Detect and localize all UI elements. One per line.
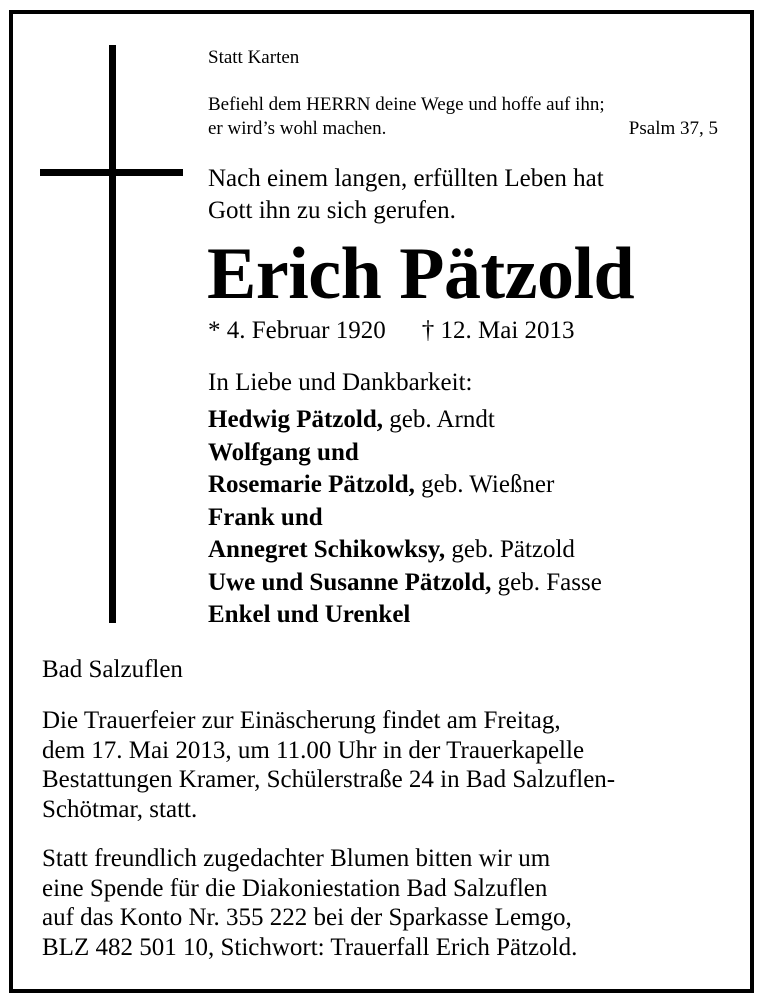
verse-reference: Psalm 37, 5 bbox=[628, 118, 718, 139]
donation-line: eine Spende für die Diakoniestation Bad Salzuflen bbox=[42, 874, 548, 902]
place: Bad Salzuflen bbox=[42, 656, 183, 683]
mourner-line: Wolfgang und bbox=[208, 438, 359, 466]
verse-line-2-text: er wird’s wohl machen. bbox=[208, 118, 387, 139]
life-dates bbox=[208, 315, 575, 347]
mourner-line: Rosemarie Pätzold, geb. Wießner bbox=[208, 471, 555, 498]
donation-line: BLZ 482 501 10, Stichwort: Trauerfall Erich Pätzold. bbox=[42, 933, 578, 961]
verse-line-2 bbox=[208, 117, 718, 141]
mourner-line: Enkel und Urenkel bbox=[208, 601, 411, 628]
intro-line-2: Gott ihn zu sich gerufen. bbox=[208, 197, 456, 224]
ceremony-line: dem 17. Mai 2013, um 11.00 Uhr in der Trauerkapelle bbox=[42, 736, 585, 764]
mourners-list bbox=[208, 404, 602, 632]
mourners-heading: In Liebe und Dankbarkeit: bbox=[208, 369, 473, 396]
mourner-line: Uwe und Susanne Pätzold, geb. Fasse bbox=[208, 568, 602, 596]
cross-icon-bar bbox=[40, 169, 183, 176]
donation-line: auf das Konto Nr. 355 222 bei der Sparkasse Lemgo, bbox=[42, 904, 572, 931]
ceremony-text bbox=[42, 706, 615, 824]
mourner-line: Annegret Schikowksy, geb. Pätzold bbox=[208, 536, 575, 563]
mourner-line: Hedwig Pätzold, geb. Arndt bbox=[208, 406, 495, 433]
ceremony-line: Schötmar, statt. bbox=[42, 795, 198, 823]
death-date: † 12. Mai 2013 bbox=[421, 317, 575, 344]
ceremony-line: Bestattungen Kramer, Schülerstraße 24 in Bad Salzuflen- bbox=[42, 766, 616, 793]
statt-karten: Statt Karten bbox=[208, 47, 300, 68]
donation-line: Statt freundlich zugedachter Blumen bitten wir um bbox=[42, 845, 551, 872]
mourner-line: Frank und bbox=[208, 503, 323, 531]
donation-text bbox=[42, 844, 577, 962]
cross-icon bbox=[109, 45, 116, 623]
ceremony-line: Die Trauerfeier zur Einäscherung findet am Freitag, bbox=[42, 707, 561, 734]
deceased-name: Erich Pätzold bbox=[207, 233, 635, 315]
birth-date: * 4. Februar 1920 bbox=[208, 317, 386, 344]
intro-line-1: Nach einem langen, erfüllten Leben hat bbox=[208, 165, 604, 192]
verse-line-1: Befiehl dem HERRN deine Wege und hoffe auf ihn; bbox=[208, 94, 605, 115]
